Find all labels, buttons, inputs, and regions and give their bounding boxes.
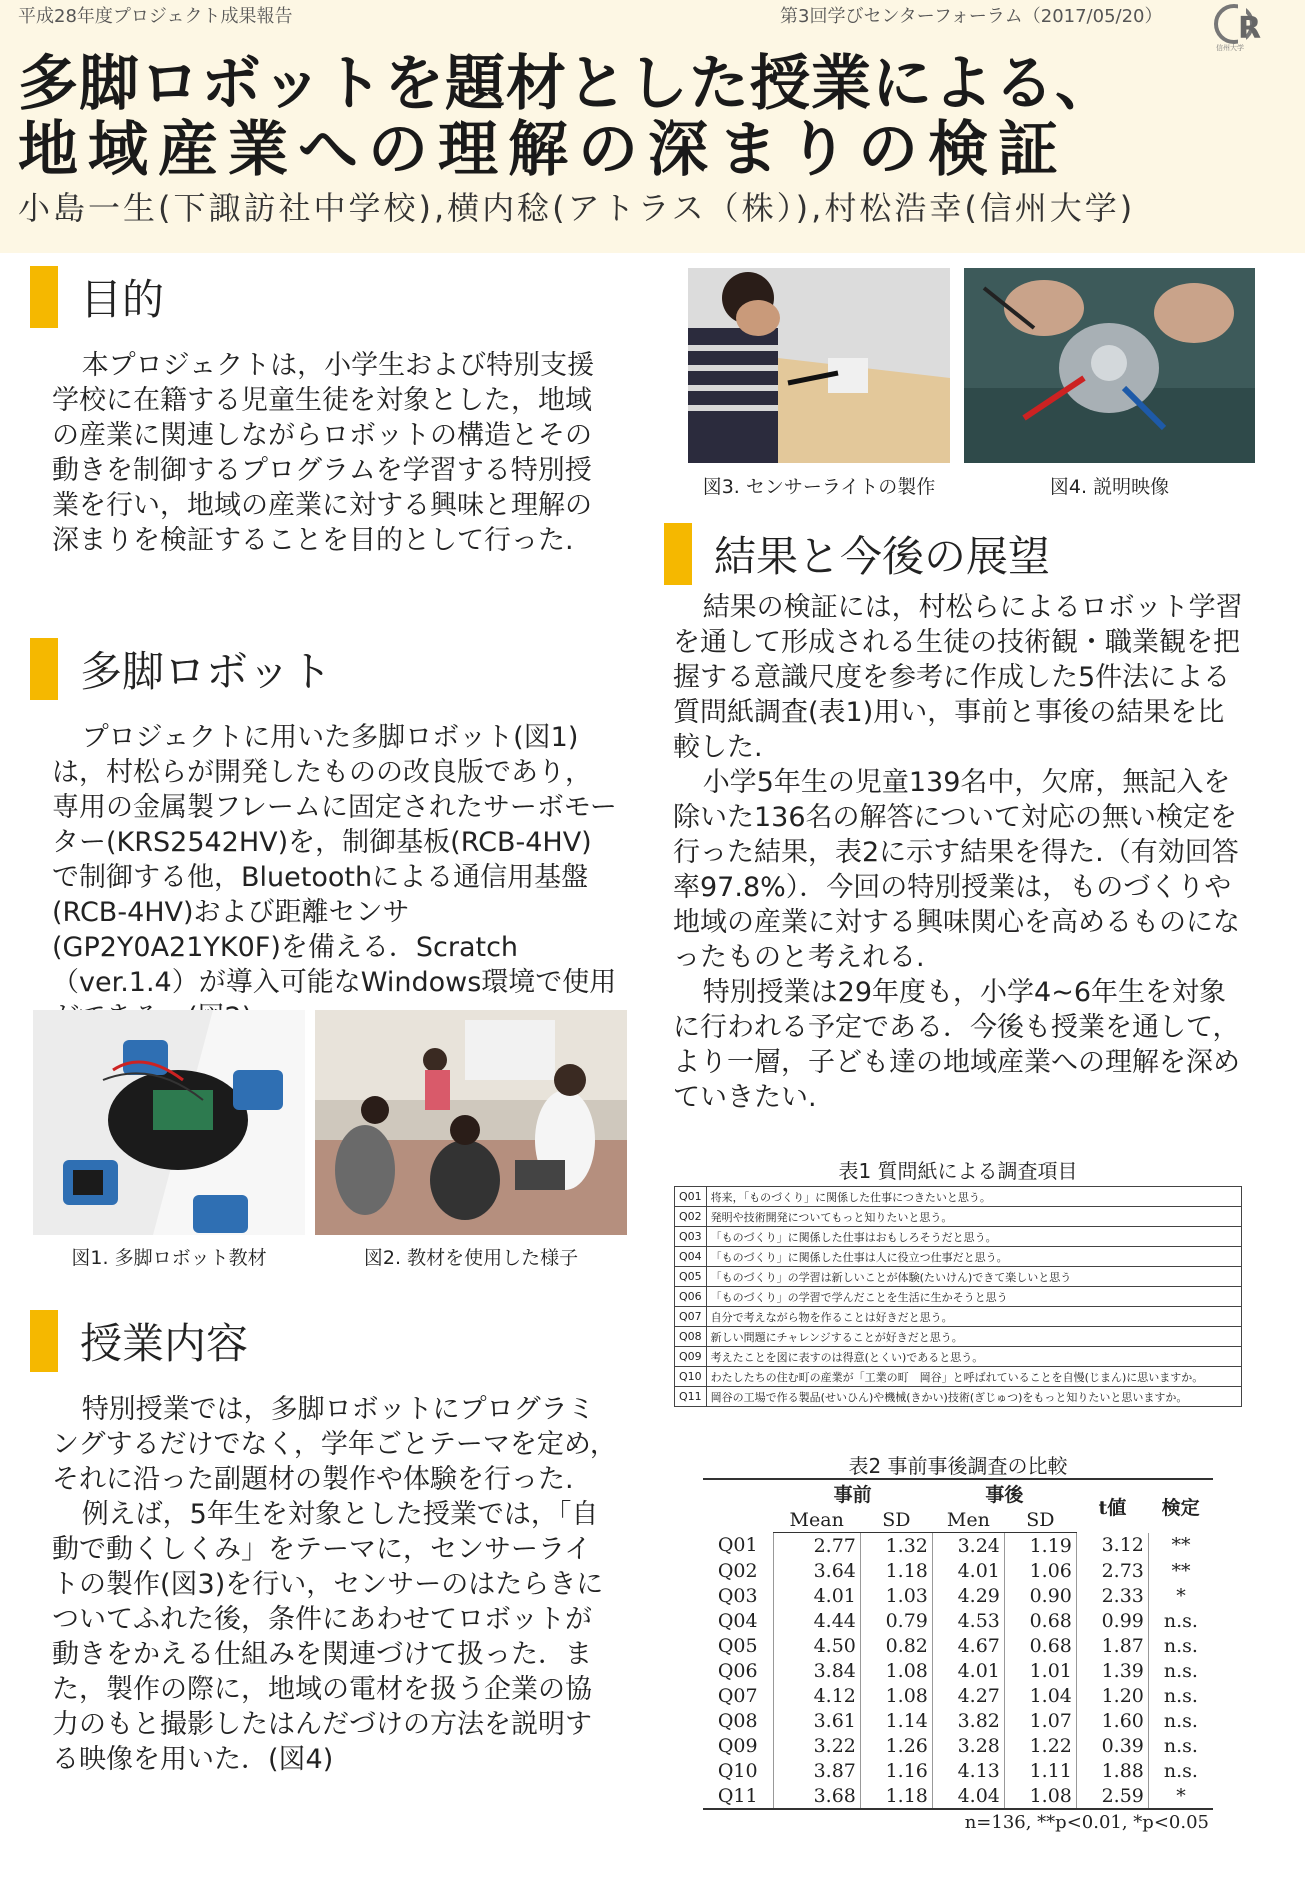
accent-bar	[30, 638, 58, 700]
table-row	[675, 1287, 1242, 1307]
section-title: 授業内容	[80, 1319, 249, 1368]
post-sd: 1.07	[1004, 1708, 1076, 1733]
pre-sd: 1.18	[860, 1783, 932, 1809]
table-row	[675, 1367, 1242, 1387]
significance: n.s.	[1148, 1733, 1213, 1758]
significance: *	[1148, 1583, 1213, 1608]
results-paragraph-2: 小学5年生の児童139名中，欠席，無記入を除いた136名の解答について対応の無い検定を行った結果，表2に示す結果を得た.（有効回答率97.8%）．今回の特別授業は，ものづくりや地域の産業に対する興味関心を高めるものになったものと考えれる.	[673, 767, 1240, 973]
questionnaire-table	[674, 1186, 1242, 1407]
t-value: 1.39	[1076, 1658, 1148, 1683]
question-id: Q03	[717, 1584, 758, 1607]
table-row	[675, 1227, 1242, 1247]
post-mean: 3.24	[932, 1533, 1004, 1559]
pre-mean: 3.87	[773, 1758, 860, 1783]
table-row	[703, 1683, 1213, 1708]
t-value: 1.88	[1076, 1758, 1148, 1783]
table-row	[675, 1267, 1242, 1287]
robot-photo	[33, 1010, 305, 1235]
post-mean: 4.27	[932, 1683, 1004, 1708]
question-id: Q05	[675, 1267, 707, 1287]
table-row	[675, 1307, 1242, 1327]
test-header: 検定	[1148, 1479, 1213, 1533]
t-value: 1.20	[1076, 1683, 1148, 1708]
table2-caption: 表2 事前事後調査の比較	[848, 1454, 1068, 1478]
post-mean: 4.01	[932, 1558, 1004, 1583]
post-mean: 4.53	[932, 1608, 1004, 1633]
pre-mean: 3.84	[773, 1658, 860, 1683]
pre-sd: 1.08	[860, 1683, 932, 1708]
robot-text	[52, 720, 617, 1035]
pre-mean: 2.77	[773, 1533, 860, 1559]
report-label: 平成28年度プロジェクト成果報告	[18, 6, 293, 27]
robot-paragraph: プロジェクトに用いた多脚ロボット(図1)は，村松らが開発したものの改良版であり，専用の金属製フレームに固定されたサーボモーター(KRS2542HV)を，制御基板(RCB-4HV)で制御する他，Bluetoothによる通信用基盤(RCB-4HV)および距離センサ(GP2Y0A21YK0F)を備える．Scratch（ver.1.4）が導入可能なWindows環境で使用	[52, 722, 617, 998]
section-heading-lesson	[30, 1310, 248, 1372]
question-text: 「ものづくり」に関係した仕事は人に役立つ仕事だと思う。	[706, 1247, 1241, 1267]
significance: *	[1148, 1783, 1213, 1809]
pre-sd: 0.82	[860, 1633, 932, 1658]
table-row	[675, 1247, 1242, 1267]
question-id: Q03	[675, 1227, 707, 1247]
pre-header: 事前	[773, 1479, 932, 1507]
question-text: 新しい問題にチャレンジすることが好きだと思う。	[706, 1327, 1241, 1347]
pre-mean: 3.22	[773, 1733, 860, 1758]
header-band	[0, 0, 1305, 253]
purpose-paragraph: 本プロジェクトは，小学生および特別支援学校に在籍する児童生徒を対象とした，地域の産業に関連しながらロボットの構造とその動きを制御するプログラムを学習する特別授業を行い，地域の産業に対する興味と理解の深まりを検証することを目的として行った.	[52, 350, 595, 556]
lesson-paragraph-1: 特別授業では，多脚ロボットにプログラミングするだけでなく，学年ごとテーマを定め，それに沿った副題材の製作や体験を行った.	[52, 1394, 617, 1495]
question-text: 「ものづくり」の学習は新しいことが体験(たいけん)できて楽しいと思う	[706, 1267, 1241, 1287]
table-row	[703, 1708, 1213, 1733]
t-value: 3.12	[1076, 1533, 1148, 1559]
table-row	[703, 1758, 1213, 1783]
question-id: Q10	[717, 1759, 758, 1782]
table2-footnote: n=136, **p<0.01, *p<0.05	[703, 1809, 1213, 1835]
question-id: Q08	[675, 1327, 707, 1347]
table-row	[703, 1608, 1213, 1633]
significance: n.s.	[1148, 1708, 1213, 1733]
significance: n.s.	[1148, 1758, 1213, 1783]
significance: n.s.	[1148, 1608, 1213, 1633]
pre-mean: 3.68	[773, 1783, 860, 1809]
question-id: Q09	[675, 1347, 707, 1367]
pre-mean: 3.64	[773, 1558, 860, 1583]
table-row	[703, 1558, 1213, 1583]
t-value: 0.99	[1076, 1608, 1148, 1633]
table-row	[675, 1347, 1242, 1367]
pre-sd: 0.79	[860, 1608, 932, 1633]
table-row	[703, 1783, 1213, 1809]
men-header: Men	[932, 1507, 1004, 1533]
svg-text:R: R	[1238, 11, 1262, 46]
t-header: t値	[1076, 1479, 1148, 1533]
t-value: 1.60	[1076, 1708, 1148, 1733]
question-text: 「ものづくり」の学習で学んだことを生活に生かそうと思う	[706, 1287, 1241, 1307]
pre-sd: 1.08	[860, 1658, 932, 1683]
post-sd: 1.19	[1004, 1533, 1076, 1559]
t-value: 1.87	[1076, 1633, 1148, 1658]
question-id: Q02	[675, 1207, 707, 1227]
question-id: Q04	[675, 1247, 707, 1267]
lesson-paragraph-2: 例えば，5年生を対象とした授業では，「自動で動くしくみ」をテーマに，センサーライトの製作(図3)を行い，センサーのはたらきについてふれた後，条件にあわせてロボットが動きをかえる仕組みを関連づけて扱った．また，製作の際に，地域の電材を扱う企業の協力のもと撮影したはんだづけの方法を説明する映像を用いた．(図4)	[52, 1499, 604, 1775]
post-sd: 1.01	[1004, 1658, 1076, 1683]
post-mean: 3.82	[932, 1708, 1004, 1733]
sd-header: SD	[860, 1507, 932, 1533]
table-row	[703, 1658, 1213, 1683]
question-text: 発明や技術開発についてもっと知りたいと思う。	[706, 1207, 1241, 1227]
question-id: Q01	[717, 1534, 758, 1557]
question-id: Q06	[675, 1287, 707, 1307]
section-heading-purpose	[30, 266, 164, 328]
post-sd: 1.04	[1004, 1683, 1076, 1708]
explanation-video-photo	[964, 268, 1255, 463]
lesson-text	[52, 1392, 617, 1777]
question-id: Q04	[717, 1609, 758, 1632]
table-row	[703, 1633, 1213, 1658]
question-id: Q09	[717, 1734, 758, 1757]
post-sd: 1.11	[1004, 1758, 1076, 1783]
section-title: 目的	[80, 275, 165, 324]
question-text: わたしたちの住む町の産業が「工業の町 岡谷」と呼ばれていることを自慢(じまん)に思いますか。	[706, 1367, 1241, 1387]
post-mean: 4.13	[932, 1758, 1004, 1783]
post-sd: 0.90	[1004, 1583, 1076, 1608]
question-id: Q06	[717, 1659, 758, 1682]
question-text: 考えたことを図に表すのは得意(とくい)であると思う。	[706, 1347, 1241, 1367]
section-heading-robot	[30, 638, 332, 700]
t-value: 2.73	[1076, 1558, 1148, 1583]
table-row	[675, 1387, 1242, 1407]
fig3-caption: 図3. センサーライトの製作	[702, 476, 936, 498]
significance: **	[1148, 1533, 1213, 1559]
forum-label: 第3回学びセンターフォーラム（2017/05/20）	[780, 6, 1163, 27]
accent-bar	[664, 523, 692, 585]
pre-mean: 3.61	[773, 1708, 860, 1733]
post-mean: 4.67	[932, 1633, 1004, 1658]
pre-sd: 1.16	[860, 1758, 932, 1783]
pre-mean: 4.12	[773, 1683, 860, 1708]
results-paragraph-3: 特別授業は29年度も，小学4~6年生を対象に行われる予定である．今後も授業を通して，より一層，子ども達の地域産業への理解を深めていきたい.	[673, 977, 1240, 1113]
post-sd: 1.06	[1004, 1558, 1076, 1583]
svg-text:信州大学: 信州大学	[1216, 44, 1244, 52]
question-id: Q11	[717, 1784, 758, 1807]
question-text: 将来，「ものづくり」に関係した仕事につきたいと思う。	[706, 1187, 1241, 1207]
purpose-text	[52, 348, 612, 558]
pre-sd: 1.03	[860, 1583, 932, 1608]
question-text: 自分で考えながら物を作ることは好きだと思う。	[706, 1307, 1241, 1327]
significance: n.s.	[1148, 1683, 1213, 1708]
table-row	[703, 1733, 1213, 1758]
question-id: Q05	[717, 1634, 758, 1657]
question-id: Q08	[717, 1709, 758, 1732]
cir-logo	[1212, 0, 1282, 52]
pre-mean: 4.01	[773, 1583, 860, 1608]
post-sd: 1.22	[1004, 1733, 1076, 1758]
pre-mean: 4.44	[773, 1608, 860, 1633]
table-row	[703, 1583, 1213, 1608]
section-heading-results	[664, 523, 1050, 585]
significance: **	[1148, 1558, 1213, 1583]
post-mean: 4.29	[932, 1583, 1004, 1608]
post-sd: 1.08	[1004, 1783, 1076, 1809]
fig1-caption: 図1. 多脚ロボット教材	[71, 1247, 267, 1269]
pre-sd: 1.26	[860, 1733, 932, 1758]
table-row	[675, 1207, 1242, 1227]
authors: 小島一生(下諏訪社中学校),横内稔(アトラス（株）),村松浩幸(信州大学)	[18, 189, 1136, 227]
significance: n.s.	[1148, 1633, 1213, 1658]
comparison-table	[703, 1478, 1213, 1835]
fig2-caption: 図2. 教材を使用した様子	[363, 1247, 579, 1269]
classroom-photo	[315, 1010, 627, 1235]
question-id: Q02	[717, 1559, 758, 1582]
question-text: 「ものづくり」に関係した仕事はおもしろそうだと思う。	[706, 1227, 1241, 1247]
post-mean: 3.28	[932, 1733, 1004, 1758]
pre-sd: 1.18	[860, 1558, 932, 1583]
section-title: 多脚ロボット	[80, 647, 333, 696]
sensor-light-photo	[688, 268, 950, 463]
title-line-2: 地域産業への理解の深まりの検証	[18, 115, 1068, 185]
pre-sd: 1.32	[860, 1533, 932, 1559]
question-id: Q11	[675, 1387, 707, 1407]
table-row	[675, 1187, 1242, 1207]
sd2-header: SD	[1004, 1507, 1076, 1533]
post-mean: 4.04	[932, 1783, 1004, 1809]
table-row	[675, 1327, 1242, 1347]
significance: n.s.	[1148, 1658, 1213, 1683]
blank-header	[703, 1479, 773, 1533]
post-sd: 0.68	[1004, 1608, 1076, 1633]
pre-mean: 4.50	[773, 1633, 860, 1658]
question-id: Q01	[675, 1187, 707, 1207]
accent-bar	[30, 1310, 58, 1372]
question-id: Q07	[675, 1307, 707, 1327]
t-value: 2.33	[1076, 1583, 1148, 1608]
pre-sd: 1.14	[860, 1708, 932, 1733]
question-id: Q10	[675, 1367, 707, 1387]
results-text	[673, 590, 1245, 1115]
table-row	[703, 1533, 1213, 1559]
post-header: 事後	[932, 1479, 1076, 1507]
t-value: 0.39	[1076, 1733, 1148, 1758]
post-sd: 0.68	[1004, 1633, 1076, 1658]
question-id: Q07	[717, 1684, 758, 1707]
t-value: 2.59	[1076, 1783, 1148, 1809]
question-text: 岡谷の工場で作る製品(せいひん)や機械(きかい)技術(ぎじゅつ)をもっと知りたいと思いますか。	[706, 1387, 1241, 1407]
mean-header: Mean	[773, 1507, 860, 1533]
fig4-caption: 図4. 説明映像	[1049, 476, 1170, 498]
section-title: 結果と今後の展望	[714, 532, 1051, 581]
post-mean: 4.01	[932, 1658, 1004, 1683]
accent-bar	[30, 266, 58, 328]
title-line-1: 多脚ロボットを題材とした授業による、	[18, 49, 1116, 119]
results-paragraph-1: 結果の検証には，村松らによるロボット学習を通して形成される生徒の技術観・職業観を把握する意識尺度を参考に作成した5件法による質問紙調査(表1)用い，事前と事後の結果を比較した.	[673, 592, 1243, 763]
table1-caption: 表1 質問紙による調査項目	[838, 1159, 1078, 1183]
